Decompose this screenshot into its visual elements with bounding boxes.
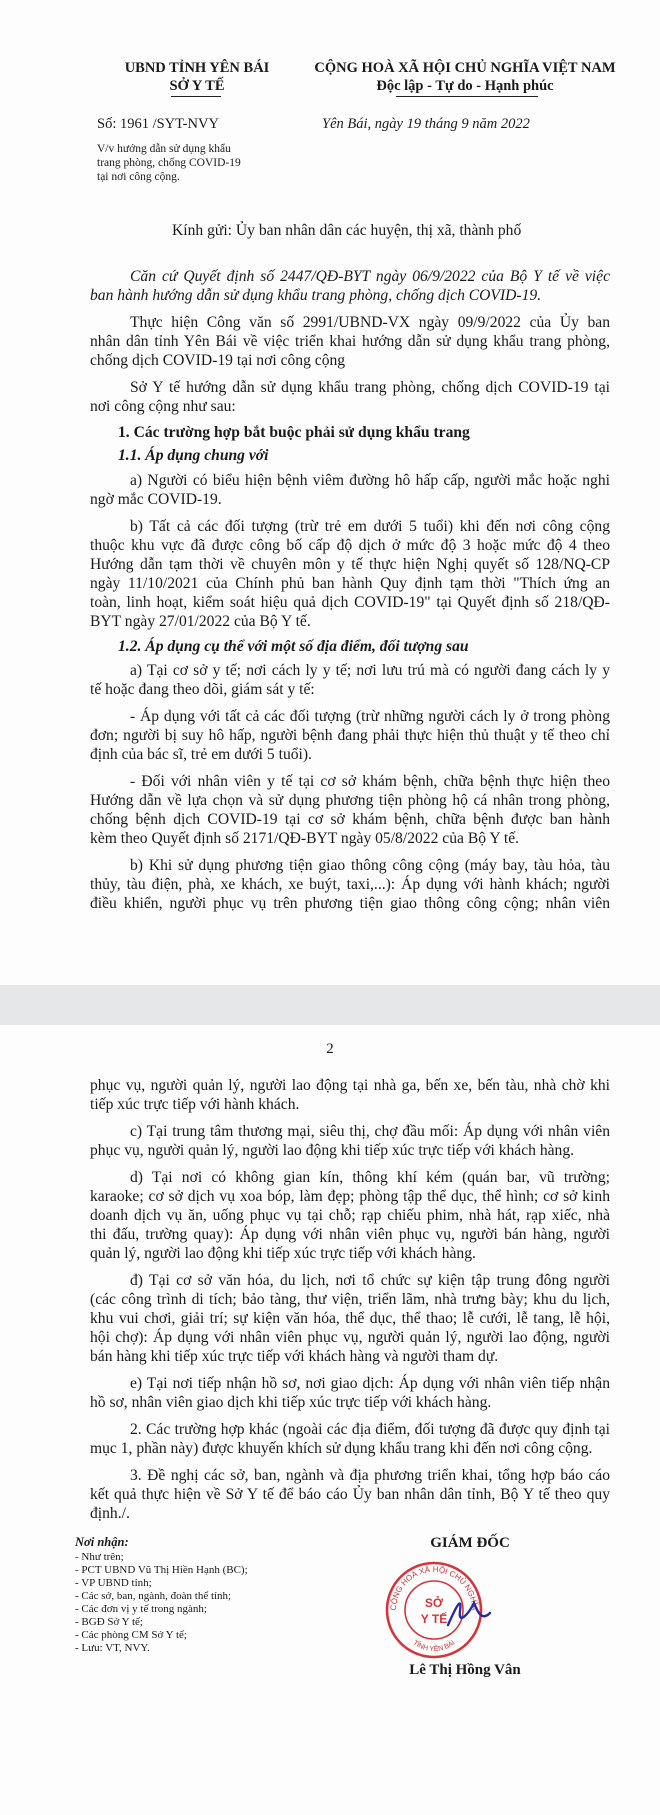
subject-line-1: V/v hướng dẫn sử dụng khẩu (97, 143, 231, 155)
body-line: bán hàng khi tiếp xúc trực tiếp với khách hàng và người tham dự. (90, 1348, 499, 1365)
body-line: ngờ mắc COVID-19. (90, 491, 222, 508)
stamp-ring-text-top: CỘNG HOÀ XÃ HỘI CHỦ NGHĨA (388, 1564, 480, 1611)
body-line: mục 1, phần này) được khuyến khích sử dụng khẩu trang khi đến nơi công cộng. (90, 1440, 593, 1457)
body-line: khu vui chơi, giải trí; sự kiện văn hóa, thể dục, thể thao; lễ cưới, lễ tang, lễ hội, (90, 1310, 610, 1327)
body-line: phục vụ, người quản lý, người lao động khi tiếp xúc trực tiếp với khách hàng. (90, 1142, 575, 1159)
recipient-line: Kính gửi: Ủy ban nhân dân các huyện, thị xã, thành phố (172, 222, 522, 239)
body-line: chống bệnh dịch COVID-19 tại cơ sở khám bệnh, chữa bệnh được ban hành (90, 811, 610, 828)
motto-underline (396, 96, 538, 97)
body-line: Căn cứ Quyết định số 2447/QĐ-BYT ngày 06/9/2022 của Bộ Y tế về việc (130, 268, 610, 285)
country-line-2: Độc lập - Tự do - Hạnh phúc (376, 78, 554, 94)
official-stamp (378, 1555, 498, 1665)
body-line: định của bác sĩ, trẻ em dưới 5 tuổi). (90, 746, 312, 763)
body-line: định./. (90, 1505, 130, 1522)
body-line: - Đối với nhân viên y tế tại cơ sở khám bệnh, chữa bệnh thực hiện theo (130, 773, 610, 790)
document-page-2 (0, 1025, 660, 1815)
recipient-item: - PCT UBND Vũ Thị Hiền Hạnh (BC); (75, 1564, 248, 1576)
body-line: chống dịch COVID-19 tại nơi công cộng (90, 352, 346, 369)
body-line: đ) Tại cơ sở văn hóa, du lịch, nơi tổ chức sự kiện tập trung đông người (130, 1272, 610, 1289)
signer-name: Lê Thị Hồng Vân (409, 1662, 521, 1678)
stamp-center-line-2: Y TẾ (420, 1612, 448, 1626)
handwritten-signature (448, 1603, 490, 1625)
body-line: b) Khi sử dụng phương tiện giao thông công cộng (máy bay, tàu hỏa, tàu (130, 857, 610, 874)
stamp-outer-ring (387, 1563, 481, 1657)
subject-line-2: trang phòng, chống COVID-19 (97, 157, 241, 169)
body-line: hồ sơ, nhân viên giao dịch khi tiếp xúc trực tiếp với khách hàng. (90, 1394, 492, 1411)
org-line-2: SỞ Y TẾ (169, 78, 225, 94)
body-line: c) Tại trung tâm thương mại, siêu thị, chợ đầu mối: Áp dụng với nhân viên (130, 1123, 610, 1140)
document-number: Số: 1961 /SYT-NVY (97, 116, 219, 132)
body-line: e) Tại nơi tiếp nhận hồ sơ, nơi giao dịch: Áp dụng với nhân viên tiếp nhận (130, 1375, 610, 1392)
body-line: a) Tại cơ sở y tế; nơi cách ly y tế; nơi lưu trú mà có người đang cách ly y (130, 662, 610, 679)
body-line: nhân dân tỉnh Yên Bái về việc triển khai hướng dẫn sử dụng khẩu trang phòng, (90, 333, 610, 350)
body-line: thủy, tàu điện, phà, xe khách, xe buýt, taxi,...): Áp dụng với hành khách; người (90, 876, 610, 893)
body-line: kèm theo Quyết định số 2171/QĐ-BYT ngày 05/8/2022 của Bộ Y tế. (90, 830, 520, 847)
body-line: BYT ngày 27/01/2022 của Bộ Y tế. (90, 613, 311, 630)
body-line: điều khiển, người phục vụ trên phương tiện giao thông công cộng; nhân viên (90, 895, 610, 912)
body-line: doanh dịch vụ ăn, uống phục vụ tại chỗ; rạp chiếu phim, nhà hát, rạp xiếc, nhà (90, 1207, 610, 1224)
body-line: 3. Đề nghị các sở, ban, ngành và địa phương triển khai, tổng hợp báo cáo (130, 1467, 610, 1484)
body-line: Thực hiện Công văn số 2991/UBND-VX ngày 09/9/2022 của Ủy ban (130, 314, 610, 331)
stamp-ring-text-bottom: TỈNH YÊN BÁI (411, 1639, 457, 1654)
body-line: hội chợ): Áp dụng với nhân viên phục vụ, người quản lý, người lao động, người (90, 1329, 610, 1346)
body-line: - Áp dụng với tất cả các đối tượng (trừ những người cách ly ở trong phòng (130, 708, 610, 725)
stamp-center-line-1: SỞ (424, 1596, 444, 1610)
section-heading: 1. Các trường hợp bắt buộc phải sử dụng khẩu trang (118, 424, 470, 441)
country-line-1: CỘNG HOÀ XÃ HỘI CHỦ NGHĨA VIỆT NAM (314, 60, 616, 76)
body-line: tiếp xúc trực tiếp với hành khách. (90, 1096, 300, 1113)
body-line: quản lý, người lao động khi tiếp xúc trực tiếp với khách hàng. (90, 1245, 476, 1262)
body-line: (các công trình di tích; bảo tàng, thư viện, triển lãm, nhà trưng bày; khu du lịch, (90, 1291, 610, 1308)
place-date: Yên Bái, ngày 19 tháng 9 năm 2022 (322, 116, 530, 132)
recipient-item: - Các đơn vị y tế trong ngành; (75, 1603, 207, 1615)
body-line: thuộc khu vực đã được công bố cấp độ dịch ở mức độ 3 hoặc mức độ 4 theo (90, 537, 610, 554)
subsection-heading: 1.1. Áp dụng chung với (118, 447, 269, 464)
body-line: d) Tại nơi có không gian kín, thông khí kém (quán bar, vũ trường; (130, 1169, 610, 1186)
recipient-item: - BGĐ Sở Y tế; (75, 1616, 143, 1628)
body-line: Hướng dẫn tạm thời về chuyên môn y tế thực hiện Nghị quyết số 128/NQ-CP (90, 556, 610, 573)
page-separator (0, 985, 660, 1025)
body-line: phục vụ, người quản lý, người lao động tại nhà ga, bến xe, bến tàu, nhà chờ khi (90, 1077, 610, 1094)
body-line: nơi công cộng như sau: (90, 398, 236, 415)
signer-title: GIÁM ĐỐC (430, 1535, 510, 1551)
org-line-1: UBND TỈNH YÊN BÁI (124, 60, 270, 76)
body-line: Hướng dẫn về lựa chọn và sử dụng phương tiện phòng hộ cá nhân trong phòng, (90, 792, 610, 809)
subject-line-3: tại nơi công cộng. (97, 171, 180, 183)
body-line: 2. Các trường hợp khác (ngoài các địa điểm, đối tượng đã được quy định tại (130, 1421, 610, 1438)
body-line: ban hành hướng dẫn sử dụng khẩu trang phòng, chống dịch COVID-19. (90, 287, 542, 304)
body-line: toàn, linh hoạt, kiểm soát hiệu quả dịch COVID-19" tại Quyết định số 218/QĐ- (90, 594, 610, 611)
page-number: 2 (326, 1041, 334, 1057)
body-line: a) Người có biểu hiện bệnh viêm đường hô hấp cấp, người mắc hoặc nghi (130, 472, 610, 489)
recipient-item: - Các sở, ban, ngành, đoàn thể tỉnh; (75, 1590, 232, 1602)
body-line: karaoke; cơ sở dịch vụ xoa bóp, làm đẹp; phòng tập thể dục, thể hình; cơ sở kinh (90, 1188, 610, 1205)
recipient-item: - VP UBND tỉnh; (75, 1577, 152, 1589)
subsection-heading: 1.2. Áp dụng cụ thể với một số địa điểm, đối tượng sau (118, 638, 469, 655)
body-line: ngày 11/10/2021 của Chính phủ ban hành Quy định tạm thời "Thích ứng an (90, 575, 610, 592)
body-line: đơn; người bị suy hô hấp, người bệnh đang phải thực hiện thủ thuật y tế theo chỉ (90, 727, 610, 744)
body-line: kết quả thực hiện về Sở Y tế để báo cáo Ủy ban nhân dân tỉnh, Bộ Y tế theo quy (90, 1486, 610, 1503)
body-line: tế hoặc đang theo dõi, giám sát y tế: (90, 681, 315, 698)
body-line: b) Tất cả các đối tượng (trừ trẻ em dưới 5 tuổi) khi đến nơi công cộng (130, 518, 610, 535)
org-underline (171, 96, 221, 97)
body-line: Sở Y tế hướng dẫn sử dụng khẩu trang phòng, chống dịch COVID-19 tại (130, 379, 610, 396)
recipient-item: - Như trên; (75, 1551, 124, 1563)
recipients-title: Nơi nhận: (75, 1535, 129, 1549)
recipient-item: - Lưu: VT, NVY. (75, 1642, 150, 1654)
body-line: thi đấu, trường quay): Áp dụng với nhân viên phục vụ, người bán hàng, người (90, 1226, 610, 1243)
recipient-item: - Các phòng CM Sở Y tế; (75, 1629, 187, 1641)
